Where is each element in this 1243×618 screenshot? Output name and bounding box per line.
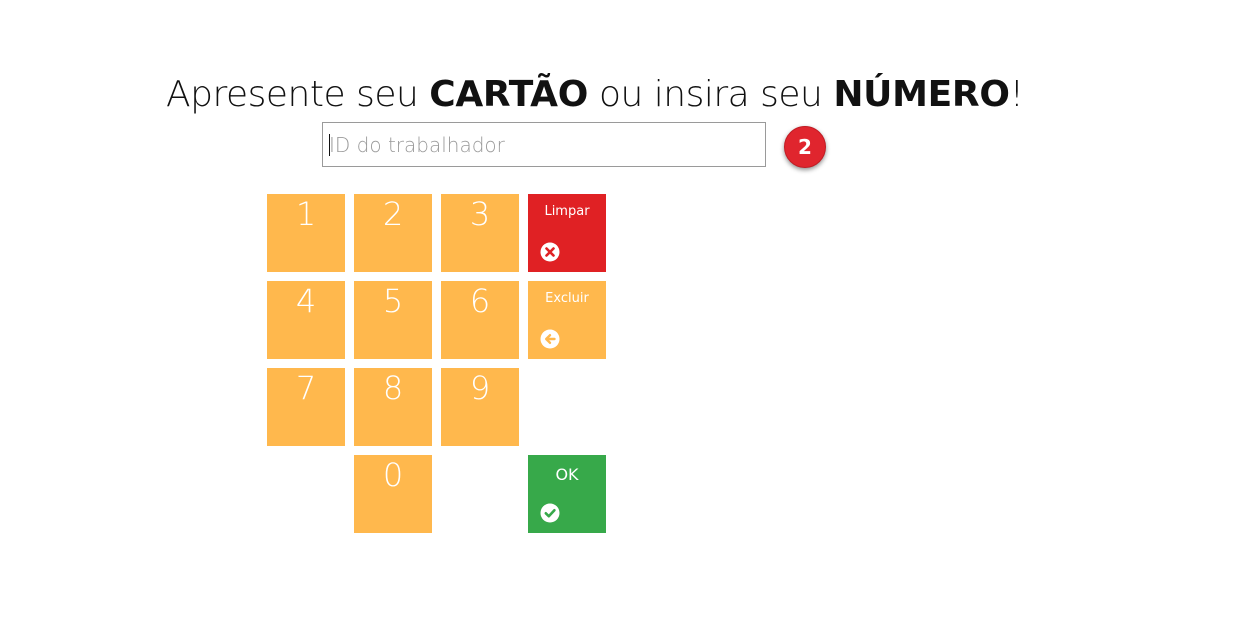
keypad-key-label: 8 — [382, 369, 404, 407]
ok-button-label: OK — [555, 465, 579, 484]
keypad-key-label: 2 — [382, 195, 404, 233]
keypad-key-9[interactable] — [441, 368, 519, 446]
headline-part-2: ou insira seu — [588, 74, 834, 115]
headline-number: NÚMERO — [833, 74, 1010, 115]
ok-button[interactable] — [528, 455, 606, 533]
keypad-key-label: 1 — [295, 195, 317, 233]
headline-card: CARTÃO — [429, 74, 589, 115]
delete-button[interactable] — [528, 281, 606, 359]
keypad-key-4[interactable] — [267, 281, 345, 359]
keypad-key-label: 6 — [469, 282, 491, 320]
keypad-key-1[interactable] — [267, 194, 345, 272]
keypad-key-0[interactable] — [354, 455, 432, 533]
worker-id-input[interactable] — [322, 122, 766, 167]
keypad-key-label: 9 — [469, 369, 491, 407]
clear-button[interactable] — [528, 194, 606, 272]
notification-badge: 2 — [784, 126, 826, 168]
keypad-key-label: 0 — [382, 456, 404, 494]
keypad-key-label: 5 — [382, 282, 404, 320]
keypad-key-6[interactable] — [441, 281, 519, 359]
keypad-key-label: 4 — [295, 282, 317, 320]
keypad-key-label: 7 — [295, 369, 317, 407]
clear-button-label: Limpar — [544, 204, 590, 219]
keypad-key-label: 3 — [469, 195, 491, 233]
keypad-key-3[interactable] — [441, 194, 519, 272]
keypad-key-5[interactable] — [354, 281, 432, 359]
text-caret — [329, 134, 330, 156]
times-circle-icon — [540, 242, 560, 262]
keypad-key-8[interactable] — [354, 368, 432, 446]
headline-part-3: ! — [1009, 74, 1024, 115]
check-circle-icon — [540, 503, 560, 523]
page-title — [166, 74, 1024, 115]
keypad-key-7[interactable] — [267, 368, 345, 446]
headline-part-1: Apresente seu — [166, 74, 430, 115]
delete-button-label: Excluir — [545, 291, 589, 306]
keypad-key-2[interactable] — [354, 194, 432, 272]
arrow-left-circle-icon — [540, 329, 560, 349]
